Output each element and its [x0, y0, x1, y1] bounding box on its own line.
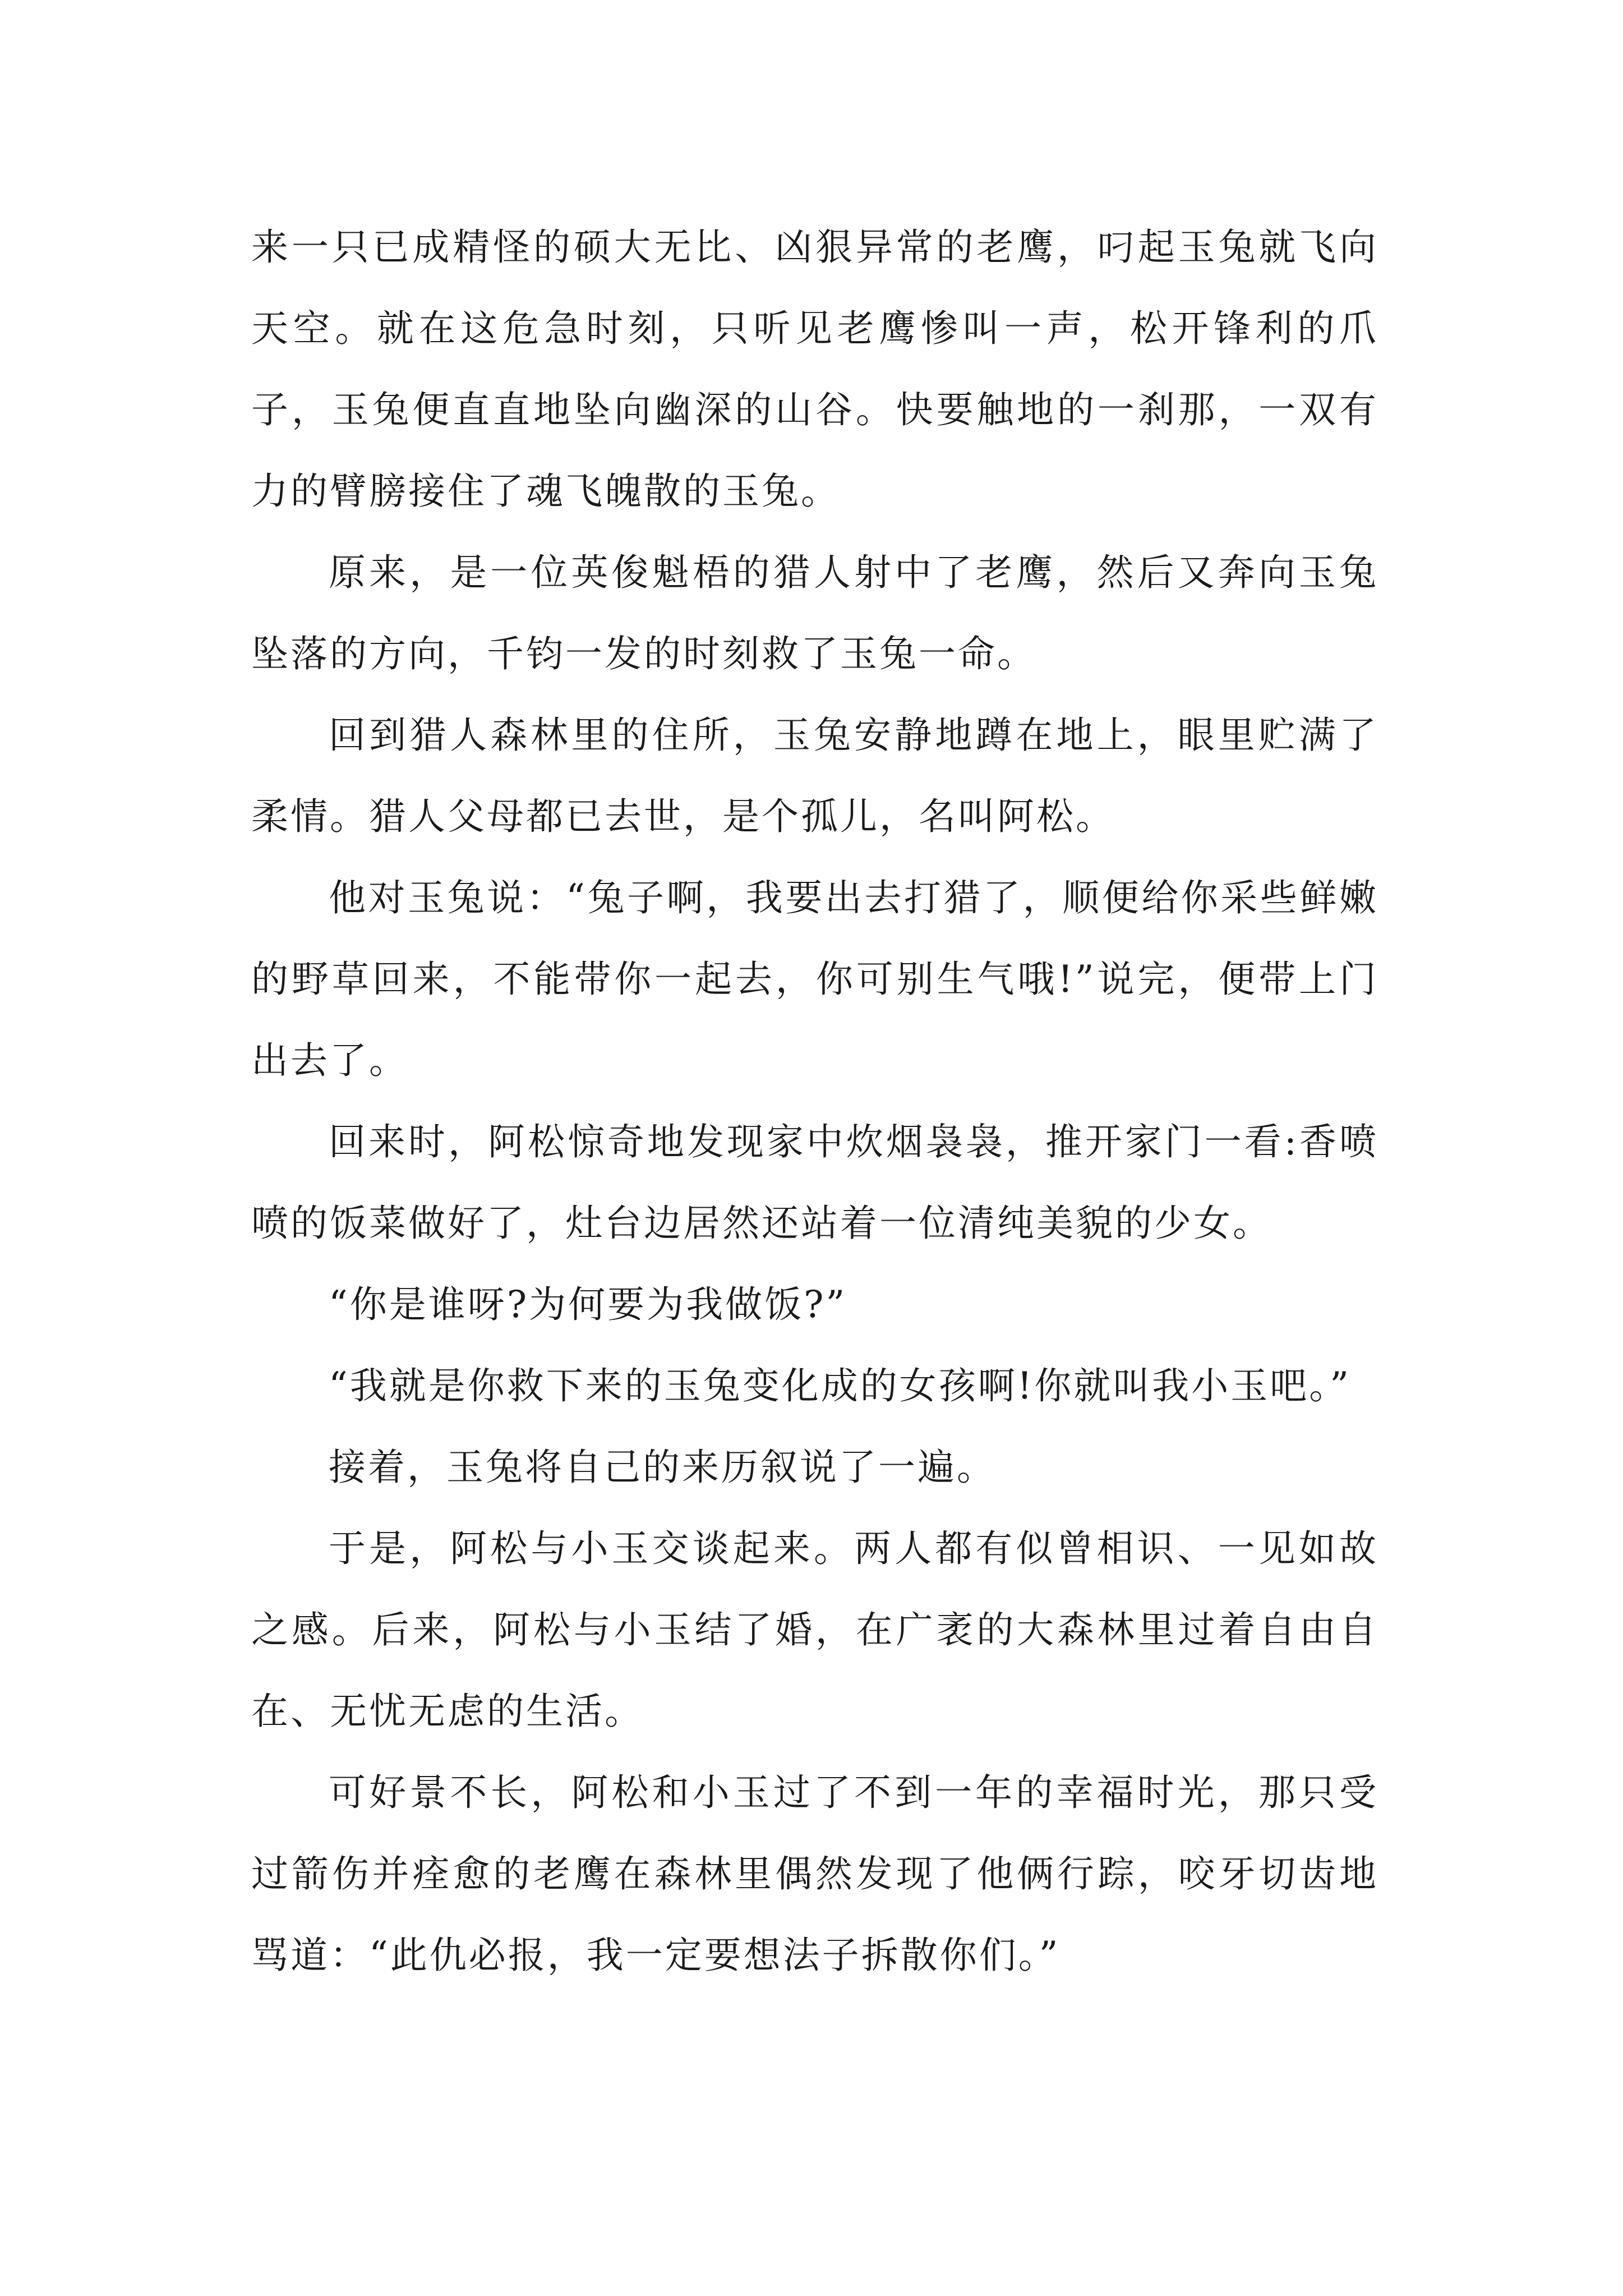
paragraph-5: 回来时，阿松惊奇地发现家中炊烟袅袅，推开家门一看:香喷喷的饭菜做好了，灶台边居然还站着一位清纯美貌的少女。 — [251, 1120, 1378, 1245]
paragraph-4: 他对玉兔说：“兔子啊，我要出去打猎了，顺便给你采些鲜嫩的野草回来，不能带你一起去，你可别生气哦!”说完，便带上门出去了。 — [251, 876, 1378, 1082]
paragraph-7: “我就是你救下来的玉兔变化成的女孩啊!你就叫我小玉吧。” — [329, 1364, 1352, 1407]
paragraph-3: 回到猎人森林里的住所，玉兔安静地蹲在地上，眼里贮满了柔情。猎人父母都已去世，是个孤儿，名叫阿松。 — [251, 714, 1378, 838]
document-page — [251, 206, 1378, 1996]
paragraph-6: “你是谁呀?为何要为我做饭?” — [329, 1283, 847, 1326]
paragraph-1: 来一只已成精怪的硕大无比、凶狠异常的老鹰，叼起玉兔就飞向天空。就在这危急时刻，只听见老鹰惨叫一声，松开锋利的爪子，玉兔便直直地坠向幽深的山谷。快要触地的一刹那，一双有力的臂膀接住了魂飞魄散的玉兔。 — [251, 226, 1378, 513]
paragraph-10: 可好景不长，阿松和小玉过了不到一年的幸福时光，那只受过箭伤并痊愈的老鹰在森林里偶然发现了他俩行踪，咬牙切齿地骂道：“此仇必报，我一定要想法子拆散你们。” — [251, 1771, 1378, 1977]
paragraph-9: 于是，阿松与小玉交谈起来。两人都有似曾相识、一见如故之感。后来，阿松与小玉结了婚，在广袤的大森林里过着自由自在、无忧无虑的生活。 — [251, 1527, 1378, 1733]
paragraph-2: 原来，是一位英俊魁梧的猎人射中了老鹰，然后又奔向玉兔坠落的方向，千钧一发的时刻救了玉兔一命。 — [251, 551, 1378, 675]
paragraph-8: 接着，玉兔将自己的来历叙说了一遍。 — [329, 1446, 996, 1489]
